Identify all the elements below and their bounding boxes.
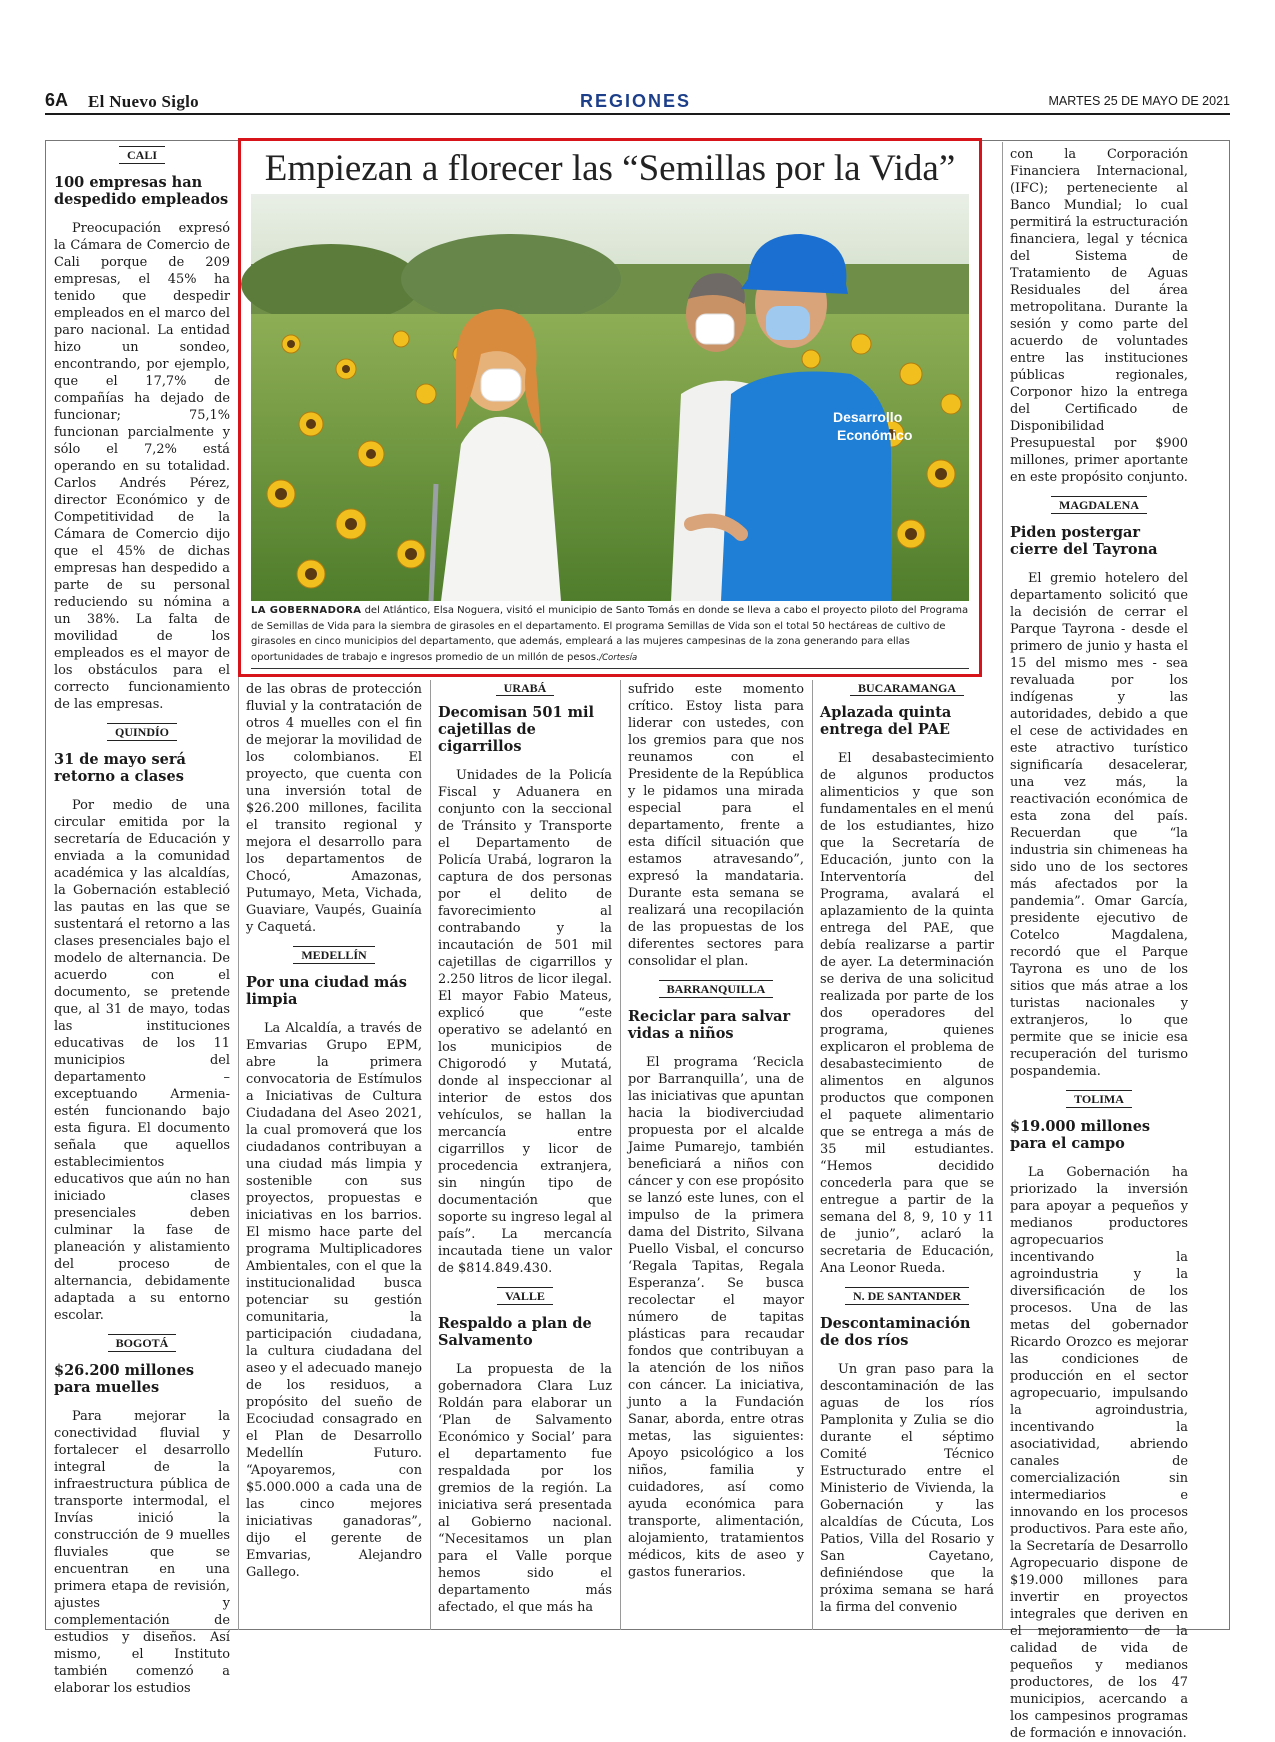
body-barranquilla: El programa ‘Recicla por Barranquilla’, una de las iniciativas que apuntan hacia la biodiverciudad propuesta por el alcalde Jaime Pumarejo, también beneficiará a niños con cáncer y con ese propósito se lanzó este lunes, con el impulso de la primera dama del Distrito, Silvana Puello Visbal, el concurso ‘Regala Tapitas, Regala Esperanza’. Se busca recolectar el mayor número de tapitas plásticas para recaudar fondos que contribuyan a la atención de los niños con cáncer. La iniciativa, junto a la Fundación Sanar, aborda, entre otras metas, las siguientes: Apoyo psicológico a los niños, familia y cuidadores, así como ayuda económica para transporte, alimentación, alojamiento, tratamientos médicos, kits de aseo y gastos funerarios.: [628, 1055, 804, 1580]
kicker-barranquilla: BARRANQUILLA: [659, 980, 774, 998]
headline-quindio: 31 de mayo será retorno a clases: [54, 751, 186, 785]
article-magdalena: [1010, 496, 1188, 1080]
article-tolima: [1010, 1090, 1188, 1742]
feature-headline: Empiezan a florecer las “Semillas por la Vida”: [264, 148, 956, 189]
kicker-santander: N. DE SANTANDER: [845, 1287, 969, 1305]
body-valle-continued: sufrido este momento crítico. Estoy lista para liderar con ustedes, con los gremios para que nos reunamos con el Presidente de la República y le pidamos una mirada especial para el departamento, frente a esta difícil situación que estamos atravesando”, expresó la mandataria. Durante esta semana se realizará una recopilación de las propuestas de los diferentes sectores para consolidar el plan.: [628, 682, 804, 969]
body-santander-continued: con la Corporación Financiera Internacional,(IFC); perteneciente al Banco Mundial; lo cual permitirá la estructuración financiera, legal y técnica del Sistema de Tratamiento de Aguas Residuales del área metropolitana. Durante la sesión y como parte del acuerdo de voluntades entre las instituciones públicas regionales, Corponor hizo la entrega del Certificado de Disponibilidad Presupuestal por $900 millones, primer aportante en este propósito conjunto.: [1010, 147, 1188, 485]
body-tolima: La Gobernación ha priorizado la inversión para apoyar a pequeños y medianos productores agropecuarios incentivando la agroindustria y la diversificación de los procesos. Una de las metas del gobernador Ricardo Orozco es mejorar las condiciones de producción en el sector agropecuario, impulsando la agroindustria, incentivando la asociatividad, abriendo canales de comercialización sin intermediarios e innovando en los procesos productivos. Para este año, la Secretaría de Desarrollo Agropecuario dispone de $19.000 millones para invertir en proyectos integrales que deriven en el mejoramiento de la calidad de vida de pequeños y medianos productores, de los 47 municipios, acercando a los campesinos programas de formación e innovación.: [1010, 1165, 1188, 1741]
kicker-quindio: QUINDÍO: [107, 723, 177, 741]
body-valle: La propuesta de la gobernadora Clara Luz Roldán para elaborar un ‘Plan de Salvamento Económico y Social’ para el departamento fue respaldada por los gremios de la región. La iniciativa será presentada al Gobierno nacional. “Necesitamos un plan para el Valle porque hemos sido el departamento más afectado, el que más ha: [438, 1362, 612, 1615]
article-medellin: [246, 946, 422, 1581]
body-bucaramanga: El desabastecimiento de algunos productos alimenticios y que son fundamentales en el menú de los estudiantes, hizo que la Secretaría de Educación, junto con la Interventoría del Programa, avalará el aplazamiento de la quinta entrega del PAE, que debía realizarse a partir de ayer. La determinación se deriva de una solicitud realizada por parte de los dos operadores del programa, quienes explicaron el problema de desabastecimiento de alimentos en algunos productos que componen el paquete alimentario que se entrega a más de 35 mil estudiantes. “Hemos decidido concederla para que se entregue a partir de la semana del 8, 9, 10 y 11 de junio”, aclaró la secretaria de Educación, Ana Leonor Rueda.: [820, 751, 994, 1276]
issue-date: MARTES 25 DE MAYO DE 2021: [1048, 94, 1230, 108]
column-divider: [1002, 142, 1003, 1630]
article-quindio: [54, 723, 230, 1324]
headline-cali: 100 empresas han despedido empleados: [54, 174, 229, 208]
column-6: [1010, 146, 1188, 1741]
article-bucaramanga: [820, 704, 994, 1277]
kicker-uraba: URABÁ: [496, 681, 555, 696]
body-quindio: Por medio de una circular emitida por la secretaría de Educación y enviada a la comunidad académica y las alcaldías, la Gobernación estableció las pautas en las que se sustentará el retorno a las clases presenciales bajo el modelo de alternancia. De acuerdo con el documento, se pretende que, al 31 de mayo, todas las instituciones educativas de los 11 municipios del departamento –exceptuando Armenia- estén funcionando bajo esta figura. El documento señala que aquellos establecimientos educativos que aún no han iniciado clases presenciales deben culminar la fase de planeación y alistamiento del proceso de alternancia, debidamente adaptada a su entorno escolar.: [54, 798, 230, 1323]
headline-barranquilla: Reciclar para salvar vidas a niños: [628, 1008, 791, 1042]
kicker-cali: CALI: [119, 146, 165, 164]
article-uraba: [438, 704, 612, 1277]
headline-uraba: Decomisan 501 mil cajetillas de cigarrillos: [438, 704, 594, 755]
feature-photo: [251, 194, 969, 601]
article-santander: [820, 1287, 994, 1616]
article-barranquilla: [628, 980, 804, 1581]
article-cali: [54, 146, 230, 713]
caption-rule: [251, 668, 969, 669]
body-santander: Un gran paso para la descontaminación de las aguas de los ríos Pamplonita y Zulia se dio durante el séptimo Comité Técnico Estructurado entre el Ministerio de Vivienda, la Gobernación y las alcaldías de Cúcuta, Los Patios, Villa del Rosario y San Cayetano, definiéndose que la próxima semana se hará la firma del convenio: [820, 1362, 994, 1615]
column-1: [54, 146, 230, 1696]
headline-tolima: $19.000 millones para el campo: [1010, 1118, 1151, 1152]
headline-bucaramanga: Aplazada quinta entrega del PAE: [820, 704, 952, 738]
kicker-medellin: MEDELLÍN: [293, 946, 374, 964]
kicker-magdalena: MAGDALENA: [1051, 496, 1147, 514]
header-rule: [45, 113, 1230, 115]
headline-bogota: $26.200 millones para muelles: [54, 1362, 195, 1396]
body-medellin: La Alcaldía, a través de Emvarias Grupo EPM, abre la primera convocatoria de Estímulos a Iniciativas de Cultura Ciudadana del Aseo 2021, la cual promoverá que los ciudadanos contribuyan a una ciudad más limpia y sostenible con sus proyectos, propuestas e iniciativas en los barrios. El mismo hace parte del programa Multiplicadores Ambientales, con el que la institucionalidad busca potenciar su gestión comunitaria, la participación ciudadana, la cultura ciudadana del aseo y el adecuado manejo de los residuos, a propósito del sueño de Ecociudad consagrado en el Plan de Desarrollo Medellín Futuro. “Apoyaremos, con $5.000.000 a cada una de las cinco mejores iniciativas ganadoras”, dijo el gerente de Emvarias, Alejandro Gallego.: [246, 1021, 422, 1580]
column-divider: [620, 680, 621, 1630]
column-5: [820, 704, 994, 1626]
feature-story-box: [238, 138, 982, 677]
headline-magdalena: Piden postergar cierre del Tayrona: [1010, 524, 1158, 558]
column-3: [438, 704, 612, 1626]
photo-credit: /Cortesía: [599, 652, 638, 663]
kicker-valle: VALLE: [497, 1287, 553, 1305]
body-bogota: Para mejorar la conectividad fluvial y fortalecer el desarrollo integral de la infraestructura pública de transporte intermodal, el Invías inició la construcción de 9 muelles fluviales que se encuentran en una primera etapa de revisión, ajustes y complementación de estudios y diseños. Así mismo, el Instituto también comenzó a elaborar los estudios: [54, 1409, 230, 1696]
column-divider: [430, 680, 431, 1630]
column-2: [246, 681, 422, 1626]
column-4: [628, 681, 804, 1626]
article-bogota: [54, 1334, 230, 1697]
headline-medellin: Por una ciudad más limpia: [246, 974, 407, 1008]
section-title: REGIONES: [580, 91, 692, 111]
body-cali: Preocupación expresó la Cámara de Comercio de Cali porque de 209 empresas, el 45% ha tenido que despedir empleados en el marco del paro nacional. La entidad hizo un sondeo, encontrando, por ejemplo, que el 17,7% de compañías ha dejado de funcionar; 75,1% funcionan parcialmente y sólo el 7,2% está operando en su totalidad. Carlos Andrés Pérez, director Económico y de Competitividad de la Cámara de Comercio dijo que el 45% de dichas empresas han despedido a parte de su personal reduciendo su nómina a un 38%. La falta de movilidad de los empleados es el mayor de los obstáculos para el correcto funcionamiento de las empresas.: [54, 221, 230, 712]
article-valle: [438, 1287, 612, 1616]
shirt-text-line1: Desarrollo: [833, 409, 903, 425]
sunflower-field-illustration: [251, 194, 969, 601]
photo-caption: [251, 603, 969, 666]
shirt-text-line2: Económico: [837, 427, 913, 443]
kicker-tolima: TOLIMA: [1066, 1090, 1132, 1108]
headline-santander: Descontaminación de dos ríos: [820, 1315, 971, 1349]
caption-lead: LA GOBERNADORA: [251, 605, 362, 616]
newspaper-brand: El Nuevo Siglo: [88, 92, 199, 111]
body-uraba: Unidades de la Policía Fiscal y Aduanera en conjunto con la seccional de Tránsito y Transporte el Departamento de Policía Urabá, lograron la captura de dos personas por el delito de favorecimiento al contrabando y la incautación de 501 mil cajetillas de cigarrillos y 2.250 litros de licor ilegal. El mayor Fabio Mateus, explicó que “este operativo se adelantó en los municipios de Chigorodó y Mutatá, donde al inspeccionar al interior de estos dos vehículos, se hallan la mercancía entre cigarrillos y licor de procedencia extranjera, sin ningún tipo de documentación que soporte su ingreso legal al país”. La mercancía incautada tiene un valor de $814.849.430.: [438, 768, 612, 1276]
headline-valle: Respaldo a plan de Salvamento: [438, 1315, 592, 1349]
body-bogota-continued: de las obras de protección fluvial y la contratación de otros 4 muelles con el fin de mejorar la movilidad de los colombianos. El proyecto, que cuenta con una inversión total de $26.200 millones, facilita el transito regional y mejora el desarrollo para los departamentos de Chocó, Amazonas, Putumayo, Meta, Vichada, Guaviare, Vaupés, Guainía y Caquetá.: [246, 682, 422, 935]
column-divider: [812, 680, 813, 1630]
body-magdalena: El gremio hotelero del departamento solicitó que la decisión de cerrar el Parque Tayrona - desde el primero de junio y hasta el 15 del mismo mes - sea revaluada por los indígenas y las autoridades, debido a que el cese de actividades en este atractivo turístico significaría desacelerar, una vez más, la reactivación económica de esta zona del país. Recuerdan que “la industria sin chimeneas ha sido uno de los sectores más afectados por la pandemia”. Omar García, presidente ejecutivo de Cotelco Magdalena, recordó que el Parque Tayrona es uno de los sitios que más atrae a los turistas nacionales y extranjeros, lo que permite que se inicie esa recuperación del turismo pospandemia.: [1010, 571, 1188, 1079]
page-number: 6A: [45, 90, 69, 110]
kicker-bogota: BOGOTÁ: [108, 1334, 177, 1352]
caption-text: del Atlántico, Elsa Noguera, visitó el municipio de Santo Tomás en donde se lleva a cabo el proyecto piloto del Programa de Semillas de Vida para la siembra de girasoles en el departamento. El programa Semillas de Vida son el total 50 hectáreas de cultivo de girasoles en cinco municipios del departamento, que además, empleará a las mujeres campesinas de la zona generando para ellas oportunidades de trabajo e ingresos promedio de un millón de pesos.: [251, 605, 969, 663]
kicker-bucaramanga: BUCARAMANGA: [850, 681, 964, 696]
